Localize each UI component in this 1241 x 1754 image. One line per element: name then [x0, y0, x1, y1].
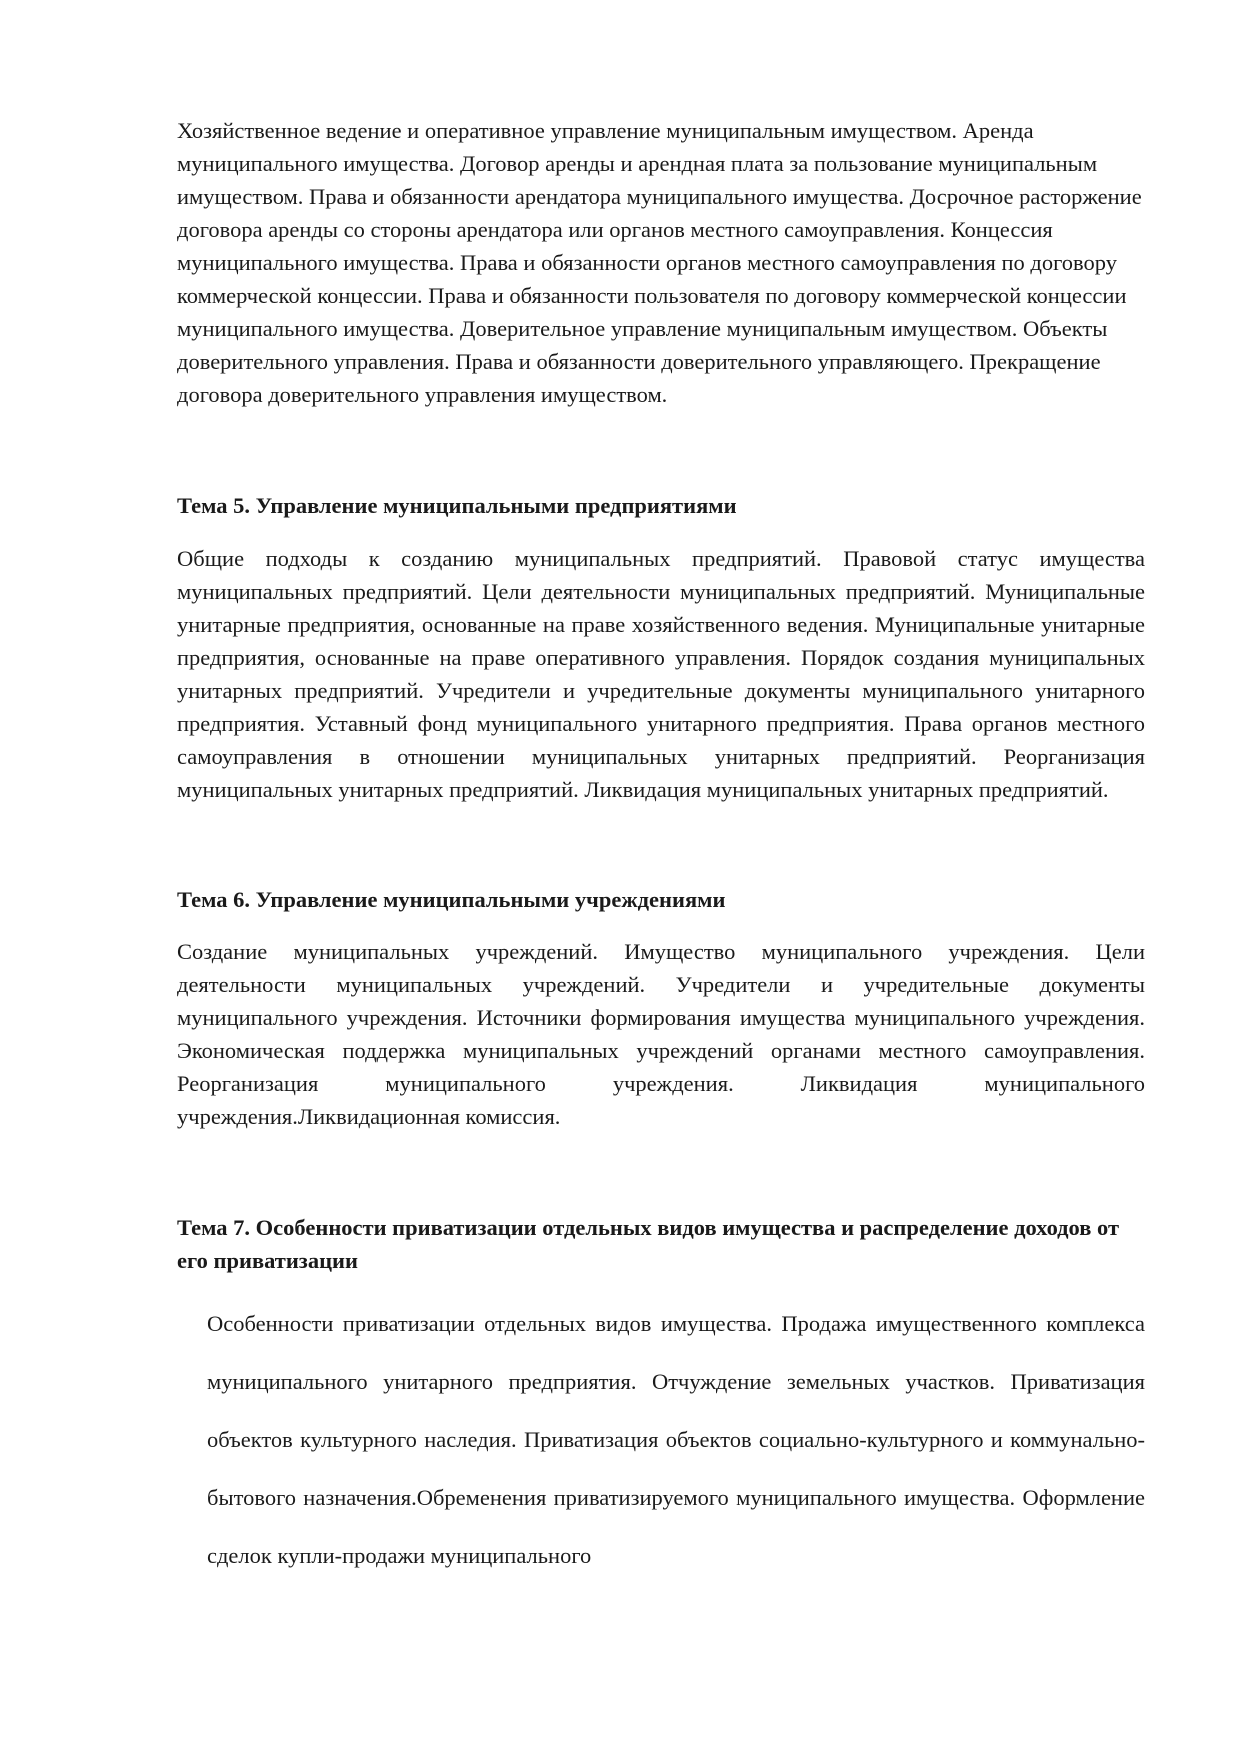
intro-paragraph: Хозяйственное ведение и оперативное управление муниципальным имуществом. Аренда муниципального имущества. Договор аренды и арендная плата за пользование муниципальным имуществом. Права и обязанности арендатора муниципального имущества. Досрочное расторжение договора аренды со стороны арендатора или органов местного самоуправления. Концессия муниципального имущества. Права и обязанности органов местного самоуправления по договору коммерческой концессии. Права и обязанности пользователя по договору коммерческой концессии муниципального имущества. Доверительное управление муниципальным имуществом. Объекты доверительного управления. Права и обязанности доверительного управляющего. Прекращение договора доверительного управления имуществом.	[177, 118, 1142, 407]
topic-7-paragraph: Особенности приватизации отдельных видов имущества. Продажа имущественного комплекса муниципального унитарного предприятия. Отчуждение земельных участков. Приватизация объектов культурного наследия. Приватизация объектов социально-культурного и коммунально-бытового назначения.Обременения приватизируемого муниципального имущества. Оформление сделок купли-продажи муниципального	[207, 1311, 1145, 1568]
topic-6-heading: Тема 6. Управление муниципальными учреждениями	[177, 887, 726, 912]
topic-6-paragraph: Создание муниципальных учреждений. Имущество муниципального учреждения. Цели деятельности муниципальных учреждений. Учредители и учредительные документы муниципального учреждения. Источники формирования имущества муниципального учреждения. Экономическая поддержка муниципальных учреждений органами местного самоуправления. Реорганизация муниципального учреждения. Ликвидация муниципального учреждения.Ликвидационная комиссия.	[177, 939, 1145, 1129]
document-content	[177, 114, 1145, 1585]
topic-5-paragraph: Общие подходы к созданию муниципальных предприятий. Правовой статус имущества муниципальных предприятий. Цели деятельности муниципальных предприятий. Муниципальные унитарные предприятия, основанные на праве хозяйственного ведения. Муниципальные унитарные предприятия, основанные на праве оперативного управления. Порядок создания муниципальных унитарных предприятий. Учредители и учредительные документы муниципального унитарного предприятия. Уставный фонд муниципального унитарного предприятия. Права органов местного самоуправления в отношении муниципальных унитарных предприятий. Реорганизация муниципальных унитарных предприятий. Ликвидация муниципальных унитарных предприятий.	[177, 546, 1145, 802]
topic-5-heading: Тема 5. Управление муниципальными предприятиями	[177, 493, 737, 518]
topic-7-heading: Тема 7. Особенности приватизации отдельных видов имущества и распределение доходов от его приватизации	[177, 1215, 1120, 1273]
